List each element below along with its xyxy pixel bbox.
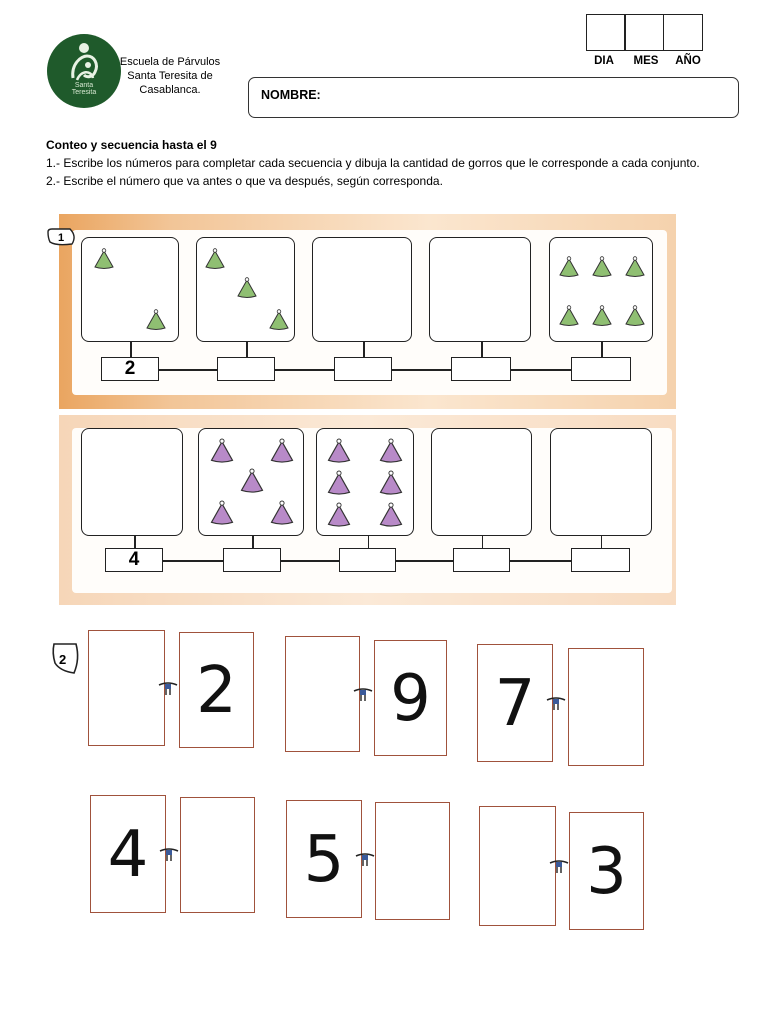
party-hat-icon bbox=[208, 500, 236, 526]
party-hat-icon bbox=[377, 470, 405, 496]
party-hat-icon bbox=[623, 305, 647, 327]
card-connector bbox=[601, 536, 603, 548]
hinge-icon bbox=[548, 858, 570, 874]
after-number-tile[interactable]: 3 bbox=[569, 812, 644, 930]
party-hat-icon bbox=[325, 438, 353, 464]
number-box[interactable] bbox=[453, 548, 510, 572]
party-hat-icon bbox=[325, 502, 353, 528]
card-connector bbox=[252, 536, 254, 548]
hat-card[interactable] bbox=[549, 237, 653, 342]
after-number-tile[interactable]: 2 bbox=[179, 632, 254, 748]
hat-card[interactable] bbox=[81, 237, 179, 342]
hinge-icon bbox=[545, 695, 567, 711]
before-number-tile[interactable]: 4 bbox=[90, 795, 166, 913]
before-number-tile[interactable] bbox=[285, 636, 360, 752]
hat-card[interactable] bbox=[312, 237, 412, 342]
hat-card[interactable] bbox=[316, 428, 414, 536]
month-field[interactable] bbox=[624, 14, 664, 51]
party-hat-icon bbox=[203, 248, 227, 270]
party-hat-icon bbox=[325, 470, 353, 496]
number-box[interactable] bbox=[334, 357, 392, 381]
year-field[interactable] bbox=[663, 14, 703, 51]
card-connector bbox=[481, 342, 483, 357]
party-hat-icon bbox=[590, 305, 614, 327]
party-hat-icon bbox=[623, 256, 647, 278]
number-box[interactable] bbox=[223, 548, 281, 572]
card-connector bbox=[134, 536, 136, 548]
date-grid bbox=[587, 14, 703, 51]
after-number-tile[interactable] bbox=[375, 802, 450, 920]
number-box[interactable] bbox=[451, 357, 511, 381]
party-hat-icon bbox=[268, 500, 296, 526]
hat-card[interactable] bbox=[429, 237, 531, 342]
card-connector bbox=[601, 342, 603, 357]
name-label: NOMBRE: bbox=[261, 88, 321, 102]
number-box[interactable] bbox=[217, 357, 275, 381]
number-box[interactable] bbox=[571, 548, 630, 572]
instruction-1: 1.- Escribe los números para completar cada secuencia y dibuja la cantidad de gorros que le corresponde a cada conjunto. bbox=[46, 156, 700, 170]
party-hat-icon bbox=[235, 277, 259, 299]
logo-figure-icon bbox=[47, 34, 121, 108]
party-hat-icon bbox=[92, 248, 116, 270]
day-label: DIA bbox=[594, 55, 614, 67]
before-number-tile[interactable] bbox=[88, 630, 165, 746]
card-connector bbox=[368, 536, 370, 548]
after-number-tile[interactable] bbox=[568, 648, 644, 766]
hinge-icon bbox=[352, 686, 374, 702]
party-hat-icon bbox=[208, 438, 236, 464]
number-box[interactable] bbox=[339, 548, 396, 572]
school-logo bbox=[47, 34, 121, 108]
card-connector bbox=[482, 536, 484, 548]
hat-card[interactable] bbox=[431, 428, 532, 536]
exercise1-badge-number: 1 bbox=[58, 232, 65, 244]
hinge-icon bbox=[158, 846, 180, 862]
exercise2-badge bbox=[50, 641, 84, 677]
exercise2-badge-number: 2 bbox=[59, 652, 67, 667]
party-hat-icon bbox=[557, 256, 581, 278]
month-label: MES bbox=[633, 55, 659, 67]
date-labels bbox=[583, 55, 713, 67]
year-label: AÑO bbox=[675, 55, 701, 67]
day-field[interactable] bbox=[586, 14, 626, 51]
party-hat-icon bbox=[377, 438, 405, 464]
name-field[interactable] bbox=[248, 77, 739, 118]
number-box[interactable] bbox=[571, 357, 631, 381]
school-name: Escuela de Párvulos Santa Teresita de Casablanca. bbox=[119, 56, 221, 96]
party-hat-icon bbox=[590, 256, 614, 278]
card-connector bbox=[246, 342, 248, 357]
hat-card[interactable] bbox=[198, 428, 304, 536]
before-number-tile[interactable] bbox=[479, 806, 556, 926]
party-hat-icon bbox=[268, 438, 296, 464]
card-connector bbox=[130, 342, 132, 357]
hinge-icon bbox=[157, 680, 179, 696]
logo-text: Santa Teresita bbox=[71, 82, 97, 96]
party-hat-icon bbox=[557, 305, 581, 327]
hat-card[interactable] bbox=[81, 428, 183, 536]
exercise1-badge bbox=[46, 228, 80, 248]
number-box[interactable]: 2 bbox=[101, 357, 159, 381]
party-hat-icon bbox=[267, 309, 291, 331]
after-number-tile[interactable] bbox=[180, 797, 255, 913]
hat-card[interactable] bbox=[550, 428, 652, 536]
instruction-2: 2.- Escribe el número que va antes o que va después, según corresponda. bbox=[46, 174, 443, 188]
after-number-tile[interactable]: 9 bbox=[374, 640, 447, 756]
card-connector bbox=[363, 342, 365, 357]
party-hat-icon bbox=[144, 309, 168, 331]
party-hat-icon bbox=[238, 468, 266, 494]
before-number-tile[interactable]: 5 bbox=[286, 800, 362, 918]
instructions bbox=[46, 136, 736, 190]
hinge-icon bbox=[354, 851, 376, 867]
worksheet-title: Conteo y secuencia hasta el 9 bbox=[46, 138, 217, 152]
hat-card[interactable] bbox=[196, 237, 295, 342]
number-box[interactable]: 4 bbox=[105, 548, 163, 572]
party-hat-icon bbox=[377, 502, 405, 528]
before-number-tile[interactable]: 7 bbox=[477, 644, 553, 762]
